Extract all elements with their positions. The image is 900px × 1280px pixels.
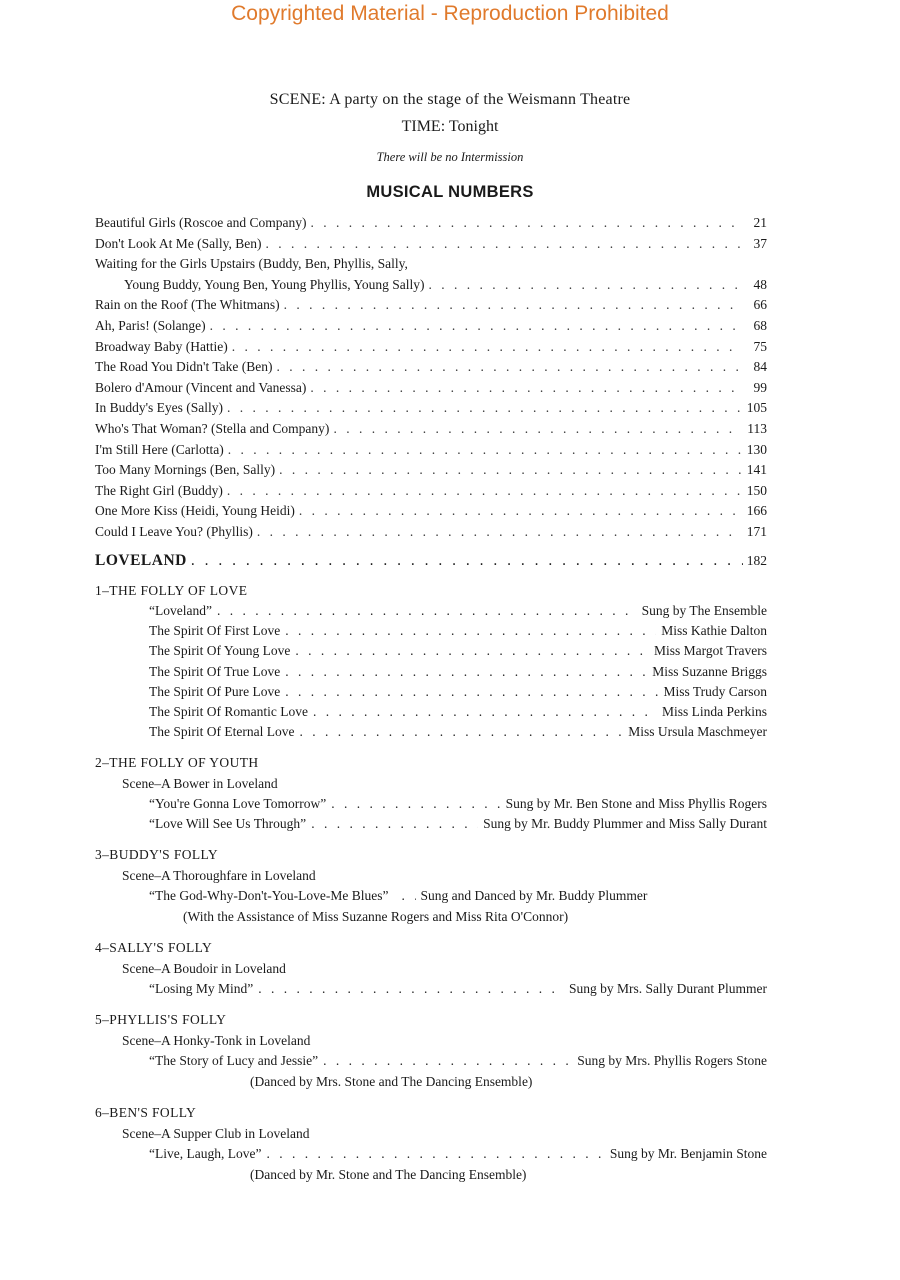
leader-dots (258, 979, 564, 999)
leader-dots (232, 337, 741, 358)
leader-dots (279, 460, 741, 481)
folly-scene: Scene–A Bower in Loveland (122, 776, 278, 791)
leader-dots (276, 357, 741, 378)
folly-scene: Scene–A Thoroughfare in Loveland (122, 868, 316, 883)
toc-row (95, 254, 767, 275)
performer: Miss Trudy Carson (663, 683, 767, 699)
leader-dots (299, 722, 623, 742)
folly-item (95, 1051, 767, 1071)
performer: Sung by The Ensemble (641, 603, 767, 618)
toc-page: 66 (753, 297, 767, 313)
leader-dots (285, 662, 647, 682)
toc-row (95, 295, 767, 316)
toc-row (95, 213, 767, 234)
folly-item (95, 702, 767, 722)
folly-title: 6–BEN'S FOLLY (95, 1105, 197, 1120)
toc-title: In Buddy's Eyes (Sally) (95, 400, 224, 416)
leader-dots (310, 213, 741, 234)
leader-dots (299, 501, 741, 522)
folly-scene: Scene–A Honky-Tonk in Loveland (122, 1033, 311, 1048)
leader-dots (311, 814, 478, 834)
folly-title: 4–SALLY'S FOLLY (95, 940, 213, 955)
toc-row (95, 234, 767, 255)
performer: Sung and Danced by Mr. Buddy Plummer (420, 888, 648, 903)
song-title: The Spirit Of Eternal Love (149, 724, 295, 740)
toc-row (95, 357, 767, 378)
leader-dots (266, 1144, 604, 1164)
folly-item (95, 621, 767, 641)
performer: Miss Kathie Dalton (661, 623, 767, 639)
folly-note: (Danced by Mrs. Stone and The Dancing Ensemble) (250, 1074, 533, 1090)
toc-title: One More Kiss (Heidi, Young Heidi) (95, 503, 295, 519)
toc-title: The Right Girl (Buddy) (95, 482, 223, 498)
leader-dots (191, 552, 743, 570)
toc-page: 105 (746, 400, 767, 416)
toc-page: 150 (746, 482, 767, 498)
loveland-title: LOVELAND (95, 552, 187, 569)
folly-section (95, 752, 767, 834)
toc-page: 171 (746, 523, 767, 539)
song-title: The Spirit Of First Love (149, 623, 281, 639)
toc-page: 75 (753, 338, 767, 354)
intermission-note: There will be no Intermission (376, 150, 524, 164)
toc-title: Young Buddy, Young Ben, Young Phyllis, Young Sally) (124, 276, 425, 292)
performer: Sung by Mrs. Phyllis Rogers Stone (577, 1053, 767, 1068)
toc-title: The Road You Didn't Take (Ben) (95, 359, 273, 375)
song-title: “Live, Laugh, Love” (149, 1146, 262, 1161)
toc-row (95, 440, 767, 461)
copyright-banner: Copyrighted Material - Reproduction Prohibited (231, 2, 669, 25)
song-title: “Loveland” (149, 603, 212, 618)
loveland-row (95, 552, 767, 570)
toc-title: I'm Still Here (Carlotta) (95, 441, 224, 457)
folly-title: 5–PHYLLIS'S FOLLY (95, 1012, 227, 1027)
leader-dots (310, 378, 741, 399)
folly-item (95, 1144, 767, 1164)
song-title: The Spirit Of Romantic Love (149, 703, 308, 719)
folly-section (95, 1102, 767, 1185)
song-title: The Spirit Of True Love (149, 663, 281, 679)
toc-row (95, 419, 767, 440)
performer: Miss Ursula Maschmeyer (628, 724, 767, 740)
leader-dots (333, 419, 741, 440)
leader-dots (285, 682, 658, 702)
loveland-page: 182 (746, 553, 767, 568)
toc-page: 37 (753, 235, 767, 251)
leader-dots (266, 234, 741, 255)
toc-title: Could I Leave You? (Phyllis) (95, 523, 253, 539)
song-title: The Spirit Of Young Love (149, 643, 291, 659)
toc-page: 21 (753, 215, 767, 230)
leader-dots (331, 794, 500, 814)
performer: Sung by Mr. Ben Stone and Miss Phyllis Rogers (505, 796, 767, 811)
toc-title: Rain on the Roof (The Whitmans) (95, 297, 280, 313)
toc-row (95, 337, 767, 358)
leader-dots (313, 702, 657, 722)
folly-item (95, 886, 767, 906)
folly-item (95, 601, 767, 621)
toc-row (95, 378, 767, 399)
folly-item (95, 794, 767, 814)
performer: Sung by Mr. Buddy Plummer and Miss Sally Durant (483, 816, 767, 832)
folly-note: (Danced by Mr. Stone and The Dancing Ensemble) (250, 1167, 527, 1183)
folly-title: 1–THE FOLLY OF LOVE (95, 583, 248, 598)
toc-page: 141 (746, 462, 767, 478)
leader-dots (227, 481, 741, 502)
folly-section (95, 937, 767, 999)
leader-dots (217, 601, 637, 621)
toc-page: 48 (753, 276, 767, 292)
performer: Sung by Mrs. Sally Durant Plummer (569, 981, 767, 996)
performer: Miss Linda Perkins (661, 703, 767, 719)
performer: Sung by Mr. Benjamin Stone (609, 1146, 767, 1161)
toc-row (95, 316, 767, 337)
folly-scene: Scene–A Supper Club in Loveland (122, 1126, 310, 1141)
folly-title: 2–THE FOLLY OF YOUTH (95, 755, 259, 770)
time-line: TIME: Tonight (401, 118, 499, 135)
leader-dots (402, 886, 416, 906)
leader-dots (228, 440, 741, 461)
song-title: “You're Gonna Love Tomorrow” (149, 796, 327, 811)
toc-page: 84 (753, 359, 767, 375)
musical-numbers-heading: MUSICAL NUMBERS (366, 183, 534, 201)
folly-item (95, 979, 767, 999)
toc-row (95, 501, 767, 522)
folly-item (95, 722, 767, 742)
song-title: “Losing My Mind” (149, 981, 254, 996)
folly-item (95, 814, 767, 834)
leader-dots (295, 641, 649, 661)
toc-row (95, 522, 767, 543)
leader-dots (257, 522, 741, 543)
leader-dots (210, 316, 741, 337)
toc-page: 166 (746, 503, 767, 519)
toc-title: Bolero d'Amour (Vincent and Vanessa) (95, 379, 307, 395)
toc-row (95, 398, 767, 419)
toc-page: 130 (746, 441, 767, 457)
toc-title: Don't Look At Me (Sally, Ben) (95, 235, 262, 251)
folly-item (95, 662, 767, 682)
toc-title: Who's That Woman? (Stella and Company) (95, 420, 330, 436)
leader-dots (428, 275, 741, 296)
performer: Miss Margot Travers (653, 643, 767, 659)
folly-item (95, 641, 767, 661)
song-title: “The Story of Lucy and Jessie” (149, 1053, 319, 1068)
folly-item (95, 682, 767, 702)
leader-dots (227, 398, 741, 419)
toc-title: Beautiful Girls (Roscoe and Company) (95, 215, 307, 230)
toc-title: Broadway Baby (Hattie) (95, 338, 228, 354)
folly-scene: Scene–A Boudoir in Loveland (122, 961, 286, 976)
folly-section (95, 844, 767, 927)
toc-title: Too Many Mornings (Ben, Sally) (95, 462, 276, 478)
song-title: The Spirit Of Pure Love (149, 683, 281, 699)
song-title: “The God-Why-Don't-You-Love-Me Blues” (149, 888, 389, 903)
folly-section (95, 580, 767, 742)
toc-page: 68 (753, 317, 767, 333)
folly-note: (With the Assistance of Miss Suzanne Rogers and Miss Rita O'Connor) (183, 909, 569, 925)
toc-row (95, 275, 767, 296)
toc-title: Waiting for the Girls Upstairs (Buddy, Ben, Phyllis, Sally, (95, 256, 408, 272)
toc-page: 113 (747, 420, 767, 436)
toc-row (95, 481, 767, 502)
toc-row (95, 460, 767, 481)
folly-section (95, 1009, 767, 1092)
toc-title: Ah, Paris! (Solange) (95, 317, 206, 333)
leader-dots (323, 1051, 572, 1071)
toc-page: 99 (753, 379, 767, 395)
leader-dots (284, 295, 741, 316)
folly-title: 3–BUDDY'S FOLLY (95, 847, 218, 862)
scene-line: SCENE: A party on the stage of the Weismann Theatre (269, 91, 631, 108)
song-title: “Love Will See Us Through” (149, 816, 307, 832)
leader-dots (285, 621, 656, 641)
performer: Miss Suzanne Briggs (652, 663, 767, 679)
musical-numbers-list (95, 213, 767, 543)
